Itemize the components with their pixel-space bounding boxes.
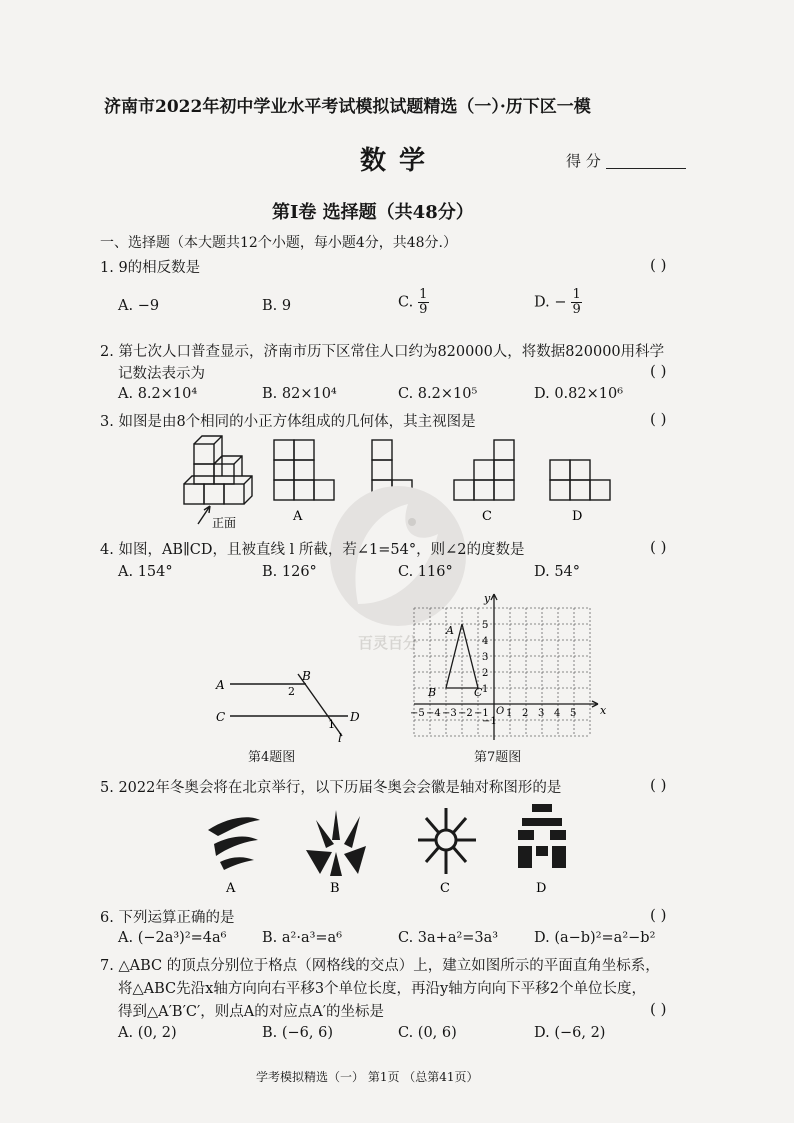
subject-title: 数 学 <box>360 146 428 176</box>
x-tick-label: 3 <box>538 708 545 719</box>
x-tick-label: −2 <box>458 708 473 719</box>
y-tick-label: 4 <box>482 636 489 647</box>
solid-3d-figure <box>184 436 252 524</box>
q1-option-b[interactable]: B. 9 <box>262 298 292 314</box>
q4-figure <box>210 664 370 744</box>
emblem-a-label: A <box>226 881 236 896</box>
label-b: B <box>302 669 311 683</box>
option-c-label: C <box>482 509 492 524</box>
x-axis-label: x <box>600 704 607 717</box>
q4-figure-caption: 第4题图 <box>248 750 296 765</box>
q3-stem: 3. 如图是由8个相同的小正方体组成的几何体，其主视图是 <box>100 414 476 430</box>
angle-1-label: 1 <box>328 718 335 731</box>
y-tick-label: 1 <box>482 684 489 695</box>
q7-figure <box>412 588 608 748</box>
q1-option-d-fraction <box>571 288 582 317</box>
q7-stem-line2: 将△ABC先沿x轴方向向右平移3个单位长度，再沿y轴方向向下平移2个单位长度， <box>118 981 646 997</box>
q2-option-a[interactable]: A. 8.2×10⁴ <box>118 386 198 402</box>
fraction-numerator: 1 <box>572 287 581 302</box>
part-title: 第Ⅰ卷 选择题（共48分） <box>272 202 474 223</box>
q1-option-c[interactable] <box>398 288 429 317</box>
q6-option-c[interactable]: C. 3a+a²=3a³ <box>398 930 499 946</box>
origin-label: O <box>496 706 505 717</box>
q2-answer-paren[interactable]: ( ) <box>650 362 667 380</box>
label-a: A <box>216 678 225 692</box>
point-b-label: B <box>428 686 437 699</box>
q1-option-d[interactable] <box>534 288 582 317</box>
q7-option-a[interactable]: A. (0, 2) <box>118 1025 177 1041</box>
line-l <box>298 674 342 736</box>
x-tick-label: −1 <box>474 708 489 719</box>
emblem-c-label: C <box>440 881 450 896</box>
y-tick-label: 3 <box>482 652 489 663</box>
q4-option-c[interactable]: C. 116° <box>398 564 453 580</box>
label-c: C <box>216 710 226 724</box>
q6-answer-paren[interactable]: ( ) <box>650 906 667 924</box>
exam-title: 济南市2022年初中学业水平考试模拟试题精选（一）·历下区一模 <box>104 97 591 117</box>
option-d-label: D <box>572 509 583 524</box>
y-tick-label: 2 <box>482 668 489 679</box>
point-c-label: C <box>474 686 483 699</box>
y-tick-label: −1 <box>482 716 497 727</box>
q4-answer-paren[interactable]: ( ) <box>650 538 667 556</box>
score-label: 得 分 <box>566 152 601 170</box>
q1-answer-paren[interactable]: ( ) <box>650 256 667 274</box>
q6-option-b[interactable]: B. a²·a³=a⁶ <box>262 930 343 946</box>
x-tick-label: 2 <box>522 708 529 719</box>
q7-stem-line3: 得到△A′B′C′，则点A的对应点A′的坐标是 <box>118 1004 384 1020</box>
q6-stem: 6. 下列运算正确的是 <box>100 910 235 926</box>
label-l: l <box>338 731 342 745</box>
emblem-b <box>306 810 366 876</box>
q2-option-c[interactable]: C. 8.2×10⁵ <box>398 386 478 402</box>
q7-stem-line1: 7. △ABC 的顶点分别位于格点（网格线的交点）上，建立如图所示的平面直角坐标系， <box>100 958 660 974</box>
emblem-d <box>518 804 566 868</box>
emblem-c <box>418 808 476 874</box>
q2-stem-line1: 2. 第七次人口普查显示，济南市历下区常住人口约为820000人，将数据820000用科学 <box>100 344 665 360</box>
q4-option-d[interactable]: D. 54° <box>534 564 581 580</box>
score-blank[interactable] <box>606 168 686 169</box>
option-d-view <box>550 460 610 500</box>
emblem-b-label: B <box>330 881 340 896</box>
q2-option-d[interactable]: D. 0.82×10⁶ <box>534 386 624 402</box>
watermark-text: 百灵百分 <box>358 634 419 652</box>
q3-answer-paren[interactable]: ( ) <box>650 410 667 428</box>
q5-figure <box>196 800 586 896</box>
section-instruction: 一、选择题（本大题共12个小题，每小题4分，共48分.） <box>100 235 457 251</box>
fraction-denominator: 9 <box>419 302 428 317</box>
q4-option-b[interactable]: B. 126° <box>262 564 317 580</box>
q1-stem: 1. 9的相反数是 <box>100 260 201 276</box>
emblem-d-label: D <box>536 881 547 896</box>
q1-option-d-prefix: D. − <box>534 294 567 311</box>
x-tick-label: 1 <box>506 708 513 719</box>
fraction-denominator: 9 <box>572 302 581 317</box>
q1-option-a[interactable]: A. −9 <box>118 298 160 314</box>
page-footer: 学考模拟精选（一） 第1页 （总第41页） <box>256 1070 479 1084</box>
q2-stem-line2: 记数法表示为 <box>118 366 205 382</box>
q4-stem: 4. 如图，AB∥CD，且被直线 l 所截，若∠1=54°，则∠2的度数是 <box>100 542 525 558</box>
x-tick-label: −4 <box>426 708 441 719</box>
q7-option-b[interactable]: B. (−6, 6) <box>262 1025 334 1041</box>
q1-option-c-fraction <box>418 288 429 317</box>
label-d: D <box>350 710 360 724</box>
q6-option-a[interactable]: A. (−2a³)²=4a⁶ <box>118 930 227 946</box>
fraction-numerator: 1 <box>419 287 428 302</box>
q7-option-c[interactable]: C. (0, 6) <box>398 1025 457 1041</box>
x-tick-label: 5 <box>570 708 577 719</box>
point-a-label: A <box>446 624 454 637</box>
front-label: 正面 <box>212 516 237 530</box>
angle-2-label: 2 <box>288 685 295 698</box>
q4-option-a[interactable]: A. 154° <box>118 564 173 580</box>
x-tick-label: 4 <box>554 708 561 719</box>
q7-option-d[interactable]: D. (−6, 2) <box>534 1025 606 1041</box>
q7-figure-caption: 第7题图 <box>474 750 522 765</box>
q7-answer-paren[interactable]: ( ) <box>650 1000 667 1018</box>
q5-answer-paren[interactable]: ( ) <box>650 776 667 794</box>
x-tick-label: −3 <box>442 708 457 719</box>
y-tick-label: 5 <box>482 620 489 631</box>
x-tick-label: −5 <box>410 708 425 719</box>
emblem-a <box>208 817 260 870</box>
q1-option-c-prefix: C. <box>398 294 414 311</box>
option-a-label: A <box>293 509 303 524</box>
q5-stem: 5. 2022年冬奥会将在北京举行，以下历届冬奥会会徽是轴对称图形的是 <box>100 780 562 796</box>
option-a-view <box>274 440 334 500</box>
q2-option-b[interactable]: B. 82×10⁴ <box>262 386 337 402</box>
y-axis-label: y <box>484 592 491 605</box>
q6-option-d[interactable]: D. (a−b)²=a²−b² <box>534 930 656 946</box>
